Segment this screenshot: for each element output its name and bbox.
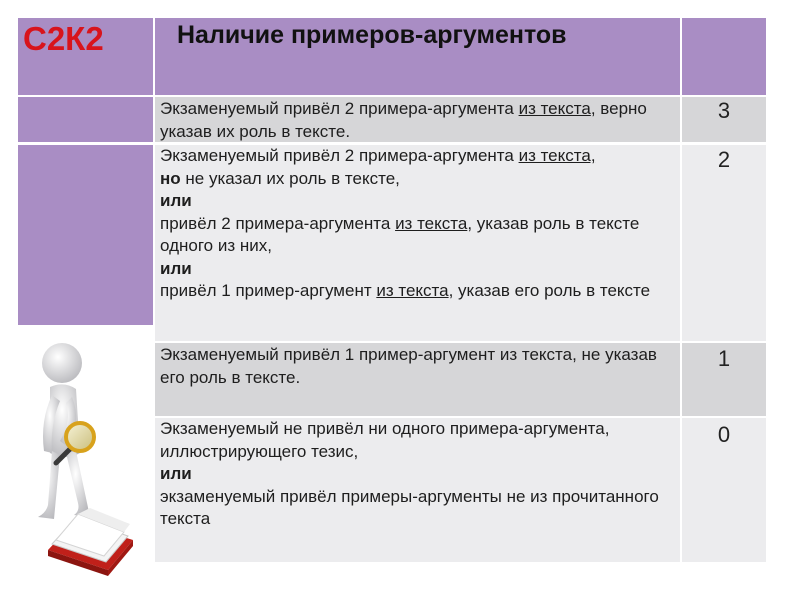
criterion-code: С2К2 (18, 18, 153, 95)
row-1-score: 1 (682, 343, 766, 416)
left-side-cell (18, 97, 153, 142)
left-side-cell (18, 145, 153, 325)
row-2-description: Экзаменуемый привёл 2 примера-аргумента из текста, но не указал их роль в тексте, или привёл 2 примера-аргумента из текста, указав роль в тексте одного из них, или привёл 1 пример-аргумент из текста, указав его роль в тексте (155, 145, 680, 341)
row-2-score: 2 (682, 145, 766, 341)
row-3-description: Экзаменуемый привёл 2 примера-аргумента из текста, верно указав их роль в тексте. (155, 97, 680, 142)
row-0-description: Экзаменуемый не привёл ни одного примера-аргумента, иллюстрирующего тезис, или экзаменуемый привёл примеры-аргументы не из прочитанного текста (155, 418, 680, 562)
row-0-score: 0 (682, 418, 766, 562)
row-1-description: Экзаменуемый привёл 1 пример-аргумент из текста, не указав его роль в тексте. (155, 343, 680, 416)
score-header-cell (682, 18, 766, 95)
row-3-score: 3 (682, 97, 766, 142)
book-icon (38, 480, 138, 580)
criterion-title: Наличие примеров-аргументов (155, 18, 680, 95)
